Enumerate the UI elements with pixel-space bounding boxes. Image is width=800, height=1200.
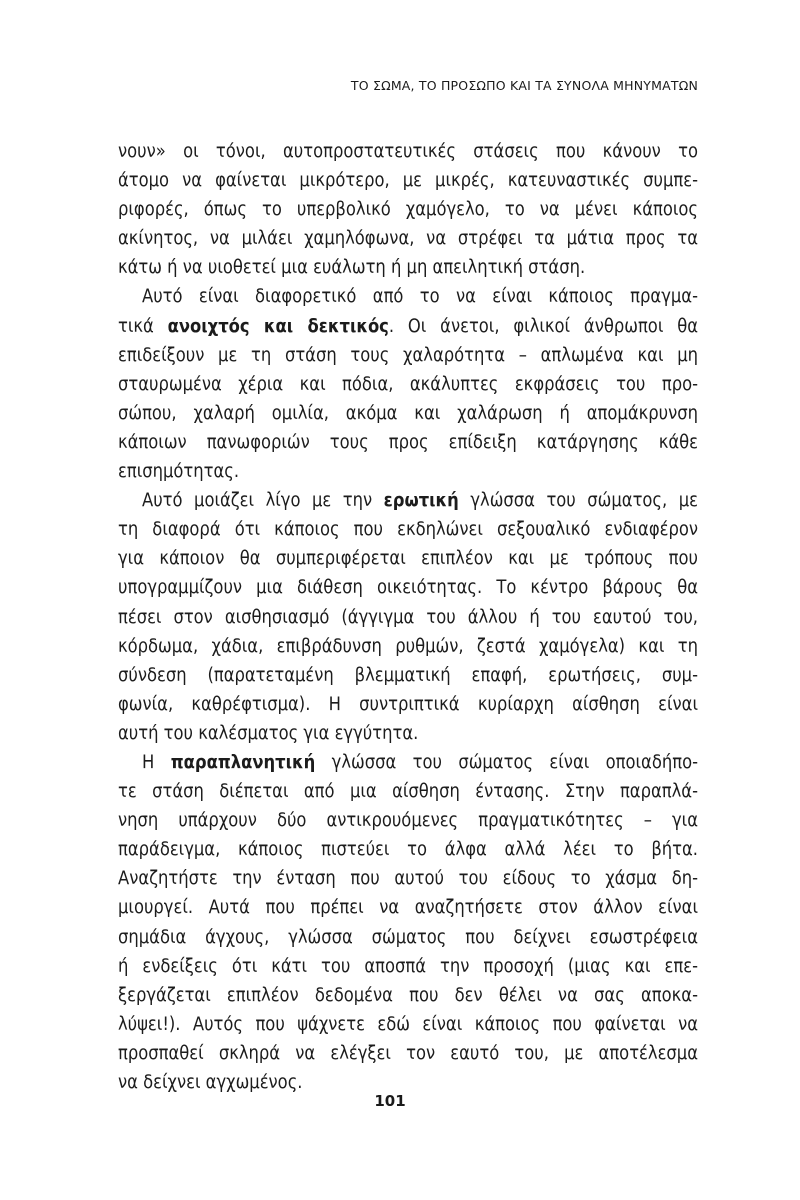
text-line bbox=[118, 835, 698, 864]
text-line bbox=[118, 341, 698, 370]
text-line bbox=[118, 166, 698, 195]
text-run: Αυτό είναι διαφορετικό από το να είναι κάποιος πραγμα- bbox=[142, 286, 698, 308]
paragraph bbox=[118, 748, 698, 1097]
text-line bbox=[118, 690, 698, 719]
text-line bbox=[118, 748, 698, 777]
text-run: . Οι άνετοι, φιλικοί άνθρωποι θα bbox=[388, 315, 698, 337]
text-run: τη διαφορά ότι κάποιος που εκδηλώνει σεξουαλικό ενδιαφέρον bbox=[118, 519, 698, 541]
running-header: ΤΟ ΣΩΜΑ, ΤΟ ΠΡΟΣΩΠΟ ΚΑΙ ΤΑ ΣΥΝΟΛΑ ΜΗΝΥΜΑΤΩΝ bbox=[350, 78, 698, 93]
bold-term: ανοιχτός και δεκτικός bbox=[167, 315, 389, 337]
paragraph bbox=[118, 282, 698, 486]
text-run: τικά bbox=[118, 315, 168, 337]
text-run: επισημότητας. bbox=[118, 461, 240, 483]
text-line bbox=[118, 603, 698, 632]
text-run: ριφορές, όπως το υπερβολικό χαμόγελο, το να μένει κάποιος bbox=[118, 199, 698, 221]
text-run: σημάδια άγχους, γλώσσα σώματος που δείχνει εσωστρέφεια bbox=[118, 926, 698, 948]
text-run: νουν» οι τόνοι, αυτοπροστατευτικές στάσεις που κάνουν το bbox=[118, 141, 698, 162]
text-line bbox=[118, 1039, 698, 1068]
paragraph bbox=[118, 486, 698, 748]
text-line bbox=[118, 952, 698, 981]
text-run: επιδείξουν με τη στάση τους χαλαρότητα – απλωμένα και μη bbox=[118, 344, 698, 366]
text-line bbox=[118, 719, 698, 748]
text-line bbox=[118, 428, 698, 457]
text-run: μιουργεί. Αυτά που πρέπει να αναζητήσετε στον άλλον είναι bbox=[118, 897, 698, 919]
text-line bbox=[118, 486, 698, 515]
text-line bbox=[118, 370, 698, 399]
text-run: τε στάση διέπεται από μια αίσθηση έντασης. Στην παραπλά- bbox=[118, 781, 698, 803]
text-run: κάτω ή να υιοθετεί μια ευάλωτη ή μη απειλητική στάση. bbox=[118, 257, 586, 279]
text-run: ξεργάζεται επιπλέον δεδομένα που δεν θέλει να σας αποκα- bbox=[118, 984, 698, 1006]
text-run: Αναζητήστε την ένταση που αυτού του είδους το χάσμα δη- bbox=[118, 868, 698, 890]
text-run: πέσει στον αισθησιασμό (άγγιγμα του άλλου ή του εαυτού του, bbox=[118, 606, 698, 628]
text-run: να δείχνει αγχωμένος. bbox=[118, 1072, 303, 1093]
text-line bbox=[118, 777, 698, 806]
text-run: υπογραμμίζουν μια διάθεση οικειότητας. Το κέντρο βάρους θα bbox=[118, 577, 698, 599]
text-run: γλώσσα του σώματος είναι οποιαδήπο- bbox=[315, 751, 698, 773]
text-line bbox=[118, 195, 698, 224]
text-run: κάποιων πανωφοριών τους προς επίδειξη κατάργησης κάθε bbox=[118, 431, 698, 453]
text-line bbox=[118, 515, 698, 544]
bold-term: ερωτική bbox=[383, 490, 459, 512]
text-line bbox=[118, 923, 698, 952]
text-line bbox=[118, 893, 698, 922]
text-run: ακίνητος, να μιλάει χαμηλόφωνα, να στρέφει τα μάτια προς τα bbox=[118, 228, 698, 250]
text-line bbox=[118, 253, 698, 282]
text-run: προσπαθεί σκληρά να ελέγξει τον εαυτό του, με αποτέλεσμα bbox=[118, 1042, 698, 1064]
text-run: σώπου, χαλαρή ομιλία, ακόμα και χαλάρωση ή απομάκρυνση bbox=[118, 402, 698, 424]
text-run: αυτή του καλέσματος για εγγύτητα. bbox=[118, 722, 419, 744]
text-line bbox=[118, 282, 698, 311]
text-run: σταυρωμένα χέρια και πόδια, ακάλυπτες εκφράσεις του προ- bbox=[118, 373, 698, 395]
text-line bbox=[118, 573, 698, 602]
text-line bbox=[118, 399, 698, 428]
text-line bbox=[118, 661, 698, 690]
text-line bbox=[118, 544, 698, 573]
text-line bbox=[118, 806, 698, 835]
text-line bbox=[118, 137, 698, 166]
text-run: λύψει!). Αυτός που ψάχνετε εδώ είναι κάποιος που φαίνεται να bbox=[118, 1013, 698, 1035]
text-line bbox=[118, 224, 698, 253]
text-line bbox=[118, 632, 698, 661]
bold-term: παραπλανητική bbox=[170, 751, 316, 773]
text-line bbox=[118, 312, 698, 341]
text-line bbox=[118, 457, 698, 486]
text-line bbox=[118, 864, 698, 893]
text-run: για κάποιον θα συμπεριφέρεται επιπλέον και με τρόπους που bbox=[118, 548, 698, 570]
page-number: 101 bbox=[374, 1092, 406, 1110]
text-run: γλώσσα του σώματος, με bbox=[458, 490, 698, 512]
paragraph bbox=[118, 137, 698, 282]
text-run: νηση υπάρχουν δύο αντικρουόμενες πραγματικότητες – για bbox=[118, 810, 698, 832]
text-run: παράδειγμα, κάποιος πιστεύει το άλφα αλλά λέει το βήτα. bbox=[118, 839, 698, 861]
text-run: ή ενδείξεις ότι κάτι του αποσπά την προσοχή (μιας και επε- bbox=[118, 955, 698, 977]
text-run: φωνία, καθρέφτισμα). Η συντριπτικά κυρίαρχη αίσθηση είναι bbox=[118, 693, 698, 715]
text-line bbox=[118, 981, 698, 1010]
text-run: σύνδεση (παρατεταμένη βλεμματική επαφή, ερωτήσεις, συμ- bbox=[118, 664, 698, 686]
text-run: κόρδωμα, χάδια, επιβράδυνση ρυθμών, ζεστά χαμόγελα) και τη bbox=[118, 635, 698, 657]
text-line bbox=[118, 1010, 698, 1039]
body-text bbox=[118, 137, 698, 1097]
text-run: Αυτό μοιάζει λίγο με την bbox=[142, 490, 384, 512]
text-run: άτομο να φαίνεται μικρότερο, με μικρές, κατευναστικές συμπε- bbox=[118, 170, 698, 192]
text-run: Η bbox=[142, 751, 171, 773]
